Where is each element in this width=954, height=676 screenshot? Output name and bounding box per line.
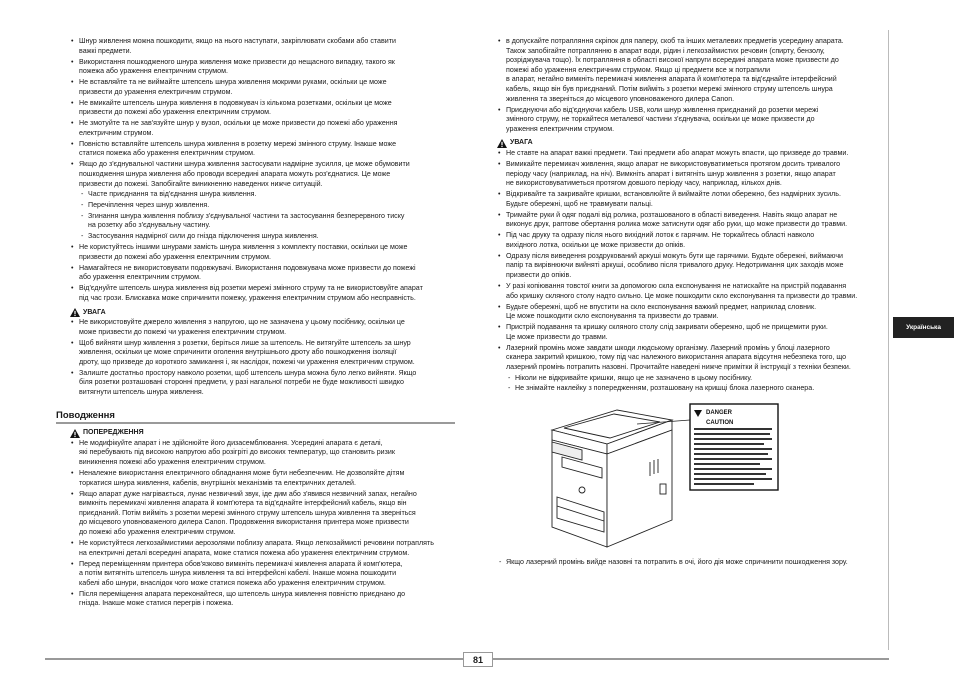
list-item [497,344,882,394]
page-number: 81 [463,652,493,667]
sub-list-item: - Часте приєднання та від'єднання шнура живлення. [79,190,456,200]
list-item: • Шнур живлення можна пошкодити, якщо на нього наступати, закріплювати скобами або ставити важкі предмети. [70,37,456,56]
sub-list [506,374,882,394]
list-item: • Не ставте на апарат важкі предмети. Такі предмети або апарат можуть впасти, що призведе до травми. [497,149,882,159]
sub-list-item: - Згинання шнура живлення поблизу з'єднувальної частини та застосування безперервного тиску на розетку або з'єднувальну частину. [79,212,456,231]
printer-drawing [522,402,782,552]
list-item: • Пристрій подавання та кришку скляного столу слід закривати обережно, щоб не прищемити руки. Це може призвести до травми. [497,323,882,342]
list-item: • Щоб вийняти шнур живлення з розетки, беріться лише за штепсель. Не витягуйте штепсель за шнур живлення, оскільки це може спричинити оголення внутрішнього дроту або пошкодження ізоляції дроту, що призведе до короткого замикання і, як наслідок, пожежі чи ураження електричним струмом. [70,339,456,368]
caution-list [497,149,882,394]
laser-label-caution: CAUTION [706,419,734,426]
sub-list-item: - Ніколи не відкривайте кришки, якщо це не зазначено в цьому посібнику. [506,374,882,384]
caution-label: УВАГА [510,139,533,147]
list-item: • Не використовуйте джерело живлення з напругою, що не зазначена у цьому посібнику, оскільки це може призвести до пожежі чи ураження електричним струмом. [70,318,456,337]
sub-list-item: - Застосування надмірної сили до гнізда підключення шнура живлення. [79,232,456,242]
list-item: • Не користуйтеся легкозаймистими аерозолями поблизу апарата. Якщо легкозаймисті речовини потраплять на електричні деталі всередині апарата, може статися пожежа або ураження електричним струмом. [70,539,456,558]
sub-list-item: - Перечіплення через шнур живлення. [79,201,456,211]
language-tab: Українська [893,317,954,338]
list-item: • Використання пошкодженого шнура живлення може призвести до нещасного випадку, такого як пожежа або ураження електричним струмом. [70,58,456,77]
list-item: • Залиште достатньо простору навколо розетки, щоб штепсель шнура можна було легко вийняти. Якщо біля розетки розташовані сторонні предмети, у разі нагальної потреби не буде можливості швидко витягнути штепсель шнура живлення. [70,369,456,398]
list-item: • Не вставляйте та не виймайте штепсель шнура живлення мокрими руками, оскільки це може призвести до ураження електричним струмом. [70,78,456,97]
list-item: • Не вмикайте штепсель шнура живлення в подовжувач із кількома розетками, оскільки це може призвести до пожежі або ураження електричним струмом. [70,99,456,118]
right-column [497,37,882,569]
list-item: • Під час друку та одразу після нього вихідний лоток є гарячим. Не торкайтесь області навколо вихідного лотка, оскільки це може призвести до опіків. [497,231,882,250]
laser-warning-label [690,404,778,490]
warning-triangle-icon [497,139,507,148]
laser-label-danger: DANGER [706,409,733,416]
warning-label: ПОПЕРЕДЖЕННЯ [83,429,144,437]
list-item: • Вимикайте перемикач живлення, якщо апарат не використовуватиметься протягом досить тривалого періоду часу (наприклад, на ніч). Вимкніть апарат і витягніть шнур живлення з розетки, якщо апарат не використовуватиметься протягом довшого періоду часу, наприклад, кількох днів. [497,160,882,189]
left-column [56,37,456,610]
list-item: • Після переміщення апарата переконайтеся, що штепсель шнура живлення повністю приєднано до гнізда. Інакше може статися перегрів і пожежа. [70,590,456,609]
warning-list [70,439,456,609]
list-item: • в допускайте потрапляння скріпок для паперу, скоб та інших металевих предметів усередину апарата. Також запобігайте потраплянню в апарат води, рідин і легкозаймистих речовин (спирту, бензолу, розріджувача тощо). Їх потрапляння в області високої напруги всередині апарата може призвести до пожежі або ураження електричним струмом. Якщо ці предмети все ж потрапили в апарат, негайно вимкніть перемикачі живлення апарата й комп'ютера та від'єднайте інтерфейсний кабель, якщо він був приєднаний. Потім вийміть з розетки мережі змінного струму штепсель шнура живлення та зверніться до місцевого уповноваженого дилера Canon. [497,37,882,104]
list-item: • Відкривайте та закривайте кришки, встановлюйте й виймайте лотки обережно, без надмірних зусиль. Будьте обережні, щоб не травмувати пальці. [497,190,882,209]
list-item: • Не модифікуйте апарат і не здійснюйте його дизасемблювання. Усередині апарата є деталі, які перебувають під високою напругою або розігріті до високих температур, що становить ризик виникнення пожежі або ураження електричним струмом. [70,439,456,468]
list-item: • Приєднуючи або від'єднуючи кабель USB, коли шнур живлення приєднаний до розетки мережі змінного струму, не торкайтеся металевої частини з'єднувача, оскільки це може призвести до ураження електричним струмом. [497,106,882,135]
handling-list [497,37,882,134]
caution-heading [70,308,456,318]
warning-triangle-icon [70,429,80,438]
list-item: • Будьте обережні, щоб не впустити на скло експонування важкий предмет, наприклад словник. Це може пошкодити скло експонування та призвести до травми. [497,303,882,322]
list-item: • Неналежне використання електричного обладнання може бути небезпечним. Не дозволяйте дітям торкатися шнура живлення, кабелів, внутрішніх механізмів та електричних деталей. [70,469,456,488]
printer-illustration [497,402,882,552]
list-item-text: Лазерний промінь може завдати шкоди людському організму. Лазерний промінь у блоці лазерного сканера закритий кришкою, тому під час належного використання апарата відсутня небезпека того, що лазерний промінь потрапить назовні. Прочитайте наведені нижче примітки й інструкції з техніки безпеки. [506,343,851,371]
list-item: • У разі копіювання товстої книги за допомогою скла експонування не натискайте на пристрій подавання або кришку скляного столу надто сильно. Це може пошкодити скло експонування та призвести до травми. [497,282,882,301]
list-item: • Намагайтеся не використовувати подовжувачі. Використання подовжувача може призвести до пожежі або ураження електричним струмом. [70,264,456,283]
warning-heading [70,428,456,438]
list-item: • Одразу після виведення роздрукований аркуші можуть бути ще гарячими. Будьте обережні, виймаючи папір та вирівнюючи вийняті аркуші, особливо після тривалого друку. Недотримання цих заходів може призвести до опіків. [497,252,882,281]
sub-list [79,190,456,242]
list-item-text: Якщо до з'єднувальної частини шнура живлення застосувати надмірне зусилля, це може обумовити пошкодження шнура живлення або проводи всередині апарата можуть роз'єднатися. Це може призвести до пожежі. Запобігайте виникненню наведених нижче ситуацій. [79,160,410,188]
caution-list [70,318,456,398]
list-item: • Перед переміщенням принтера обов'язково вимкніть перемикачі живлення апарата й комп'ютера, а потім витягніть штепсель шнура живлення та всі інтерфейсні кабелі. Інакше можна пошкодити кабелі або шнури, внаслідок чого може статися пожежа або ураження електричним струмом. [70,560,456,589]
list-item: • Якщо апарат дуже нагрівається, лунає незвичний звук, іде дим або з'явився незвичний запах, негайно вимкніть перемикачі живлення апарата й комп'ютера та від'єднайте інтерфейсний кабель, якщо він приєднаний. Потім вийміть з розетки мережі змінного струму штепсель шнура живлення та зверніться до місцевого уповноваженого дилера Canon. Продовження використання принтера може призвести до пожежі або ураження електричним струмом. [70,490,456,538]
caution-heading [497,138,882,148]
list-item: • Від'єднуйте штепсель шнура живлення від розетки мережі змінного струму та не використовуйте апарат під час грози. Блискавка може спричинити пожежу, ураження електричним струмом або несправність. [70,284,456,303]
list-item: • Не змотуйте та не зав'язуйте шнур у вузол, оскільки це може призвести до пожежі або ураження електричним струмом. [70,119,456,138]
sub-list-item: - Не знімайте наклейку з попередженням, розташовану на кришці блока лазерного сканера. [506,384,882,394]
list-item [70,160,456,241]
list-item: • Не користуйтесь іншими шнурами замість шнура живлення з комплекту поставки, оскільки це може призвести до пожежі або ураження електричним струмом. [70,243,456,262]
list-item: • Тримайте руки й одяг подалі від ролика, розташованого в області виведення. Навіть якщо апарат не виконує друк, раптове обертання ролика може затиснути одяг або руки, що може призвести до травми. [497,211,882,230]
section-title: Поводження [56,411,455,425]
sub-list-item: - Якщо лазерний промінь вийде назовні та потрапить в очі, його дія може спричинити пошкодження зору. [497,558,882,568]
caution-label: УВАГА [83,308,106,316]
warning-triangle-icon [70,308,80,317]
power-cord-list [70,37,456,304]
list-item: • Повністю вставляйте штепсель шнура живлення в розетку мережі змінного струму. Інакше може статися пожежа або ураження електричним струмом. [70,140,456,159]
laser-note [497,558,882,568]
column-divider [888,30,889,650]
